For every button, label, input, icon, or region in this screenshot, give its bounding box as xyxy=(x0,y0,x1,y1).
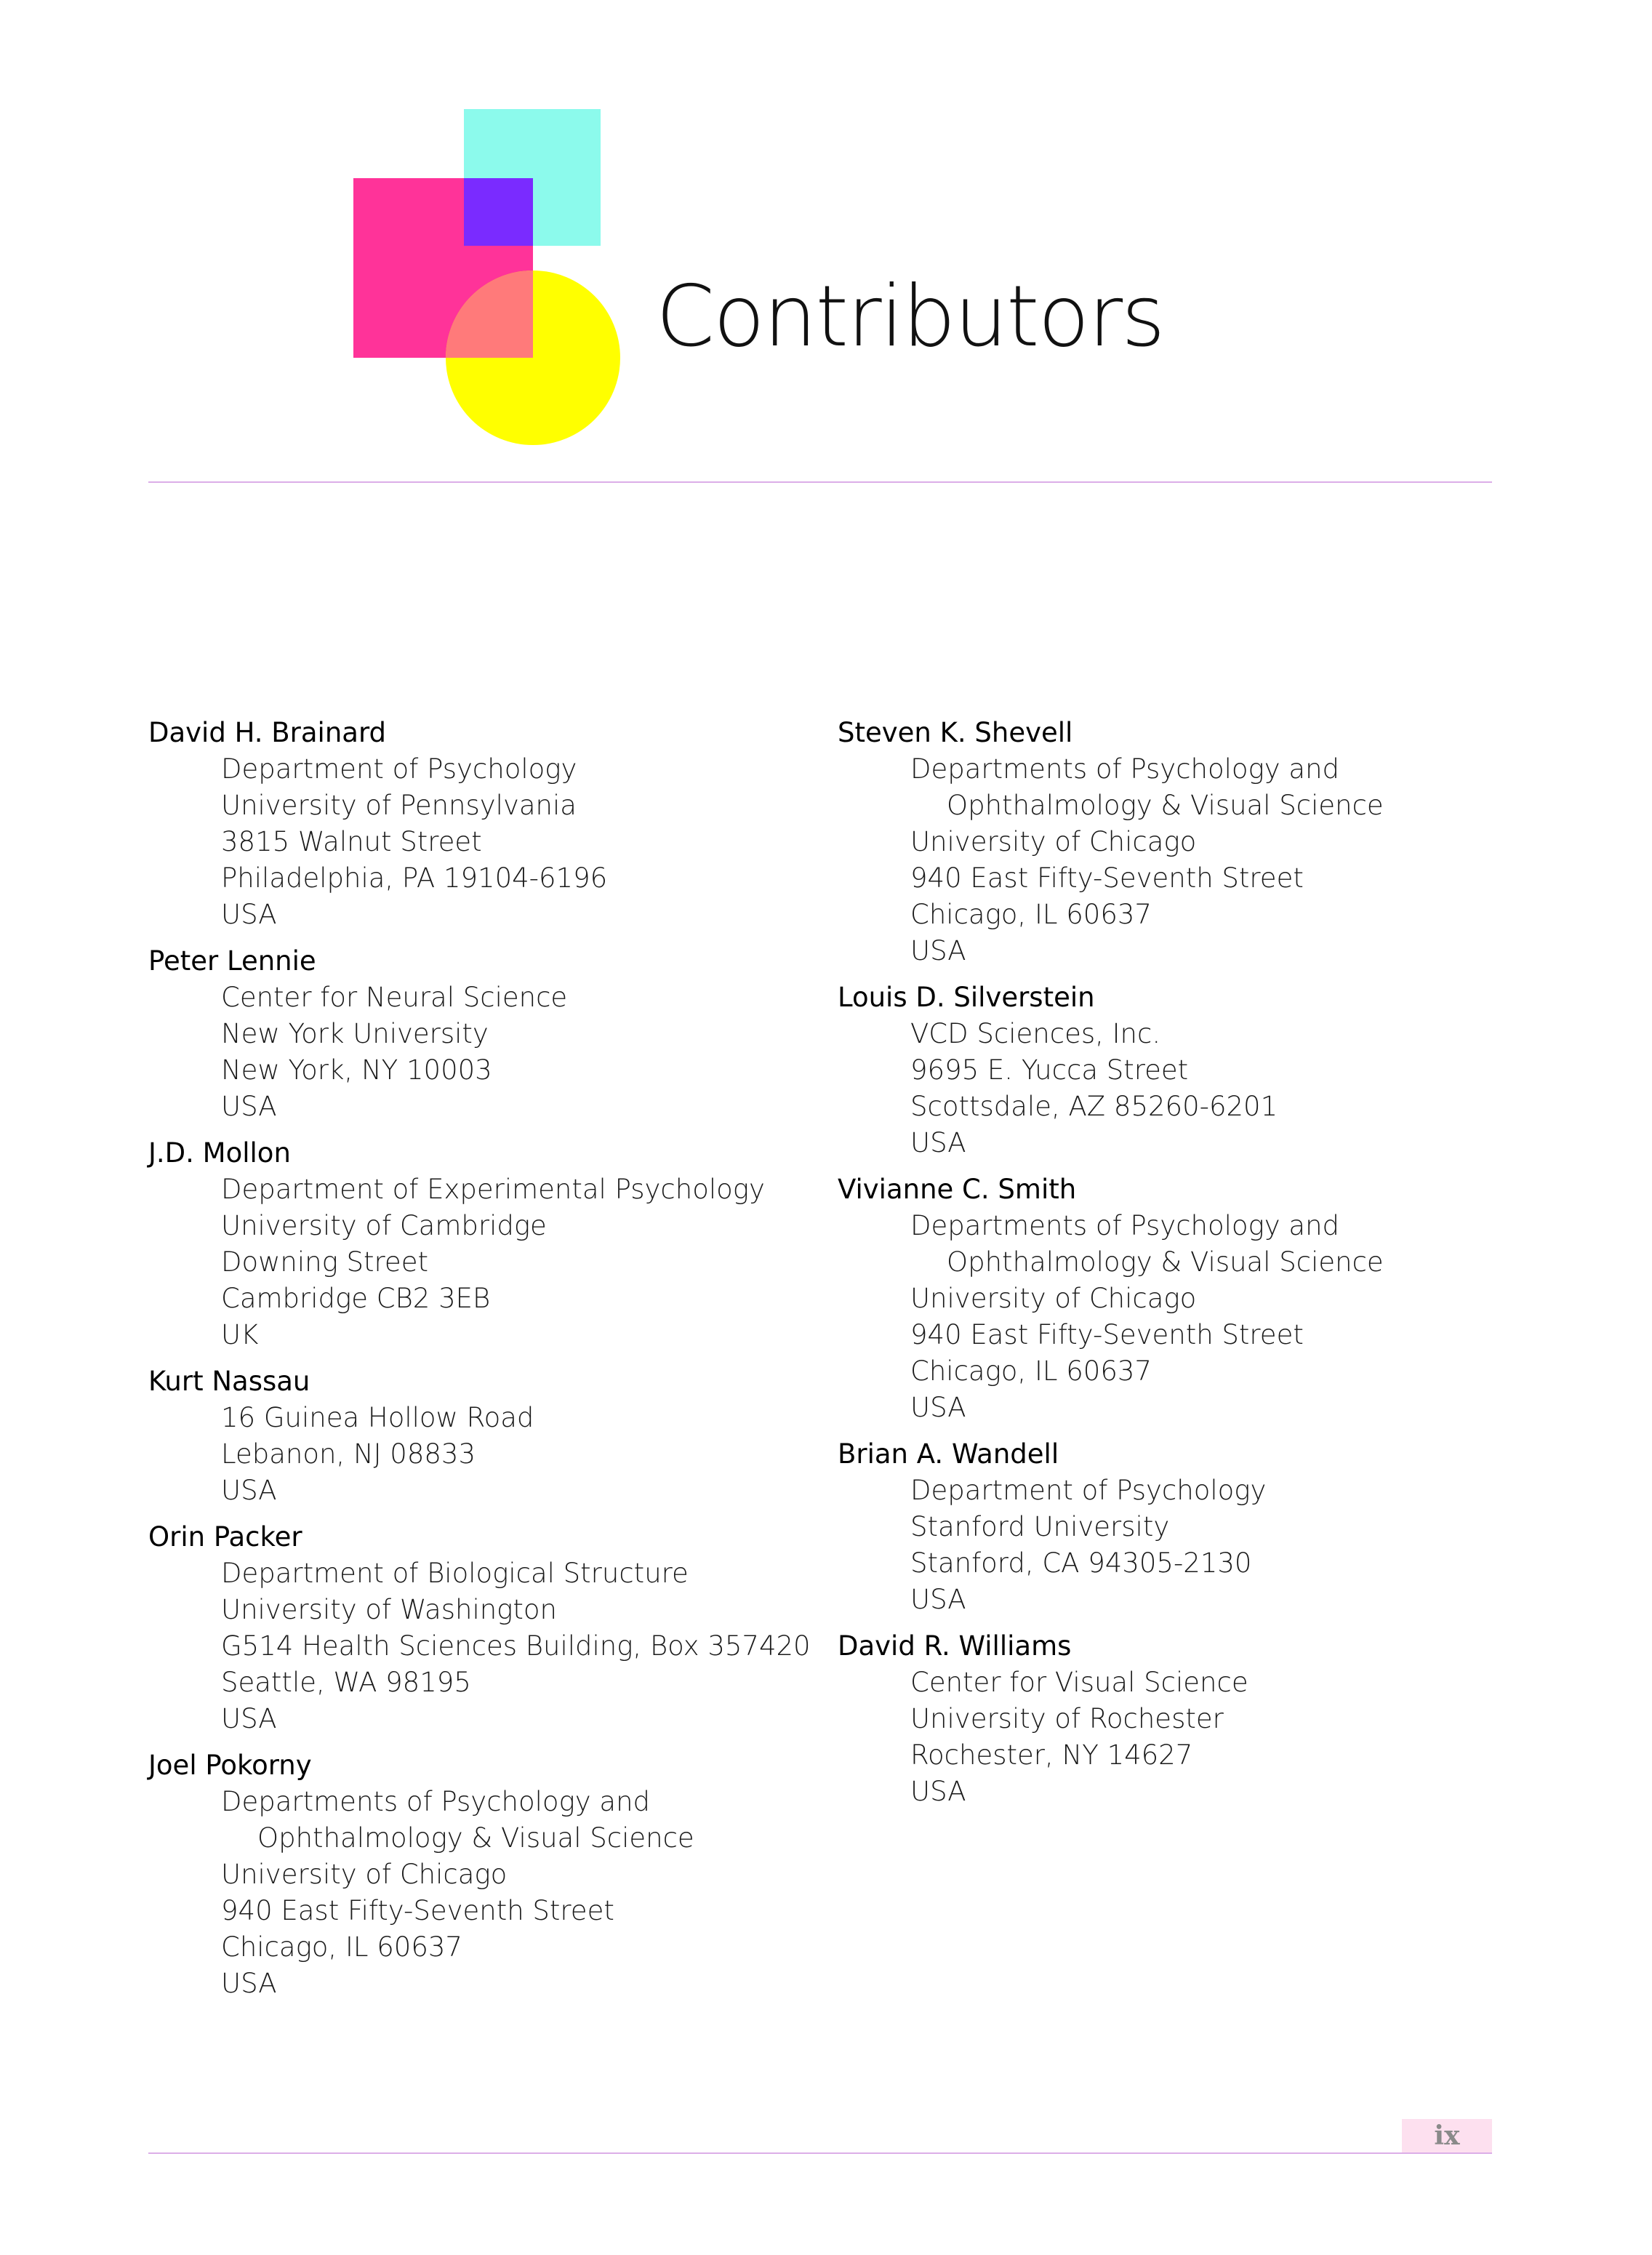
contributor-entry xyxy=(838,1628,1384,1810)
contributor-entry xyxy=(838,980,1384,1161)
contributor-entry xyxy=(838,715,1384,969)
address-line: Stanford, CA 94305-2130 xyxy=(910,1547,1252,1579)
address-line: Chicago, IL 60637 xyxy=(910,1355,1152,1387)
address-line: Ophthalmology & Visual Science xyxy=(257,1822,694,1854)
address-line: 16 Guinea Hollow Road xyxy=(221,1402,534,1433)
contributor-name: Louis D. Silverstein xyxy=(838,982,1095,1013)
address-line: 940 East Fifty-Seventh Street xyxy=(221,1895,614,1926)
address-line: Departments of Psychology and xyxy=(910,753,1340,785)
address-line: Department of Biological Structure xyxy=(221,1558,689,1589)
address-line: USA xyxy=(910,1392,966,1423)
address-line: USA xyxy=(910,1127,966,1158)
address-line: New York University xyxy=(221,1018,489,1049)
contributor-name: Steven K. Shevell xyxy=(838,717,1073,748)
contributor-name: Joel Pokorny xyxy=(148,1750,312,1781)
address-line: 940 East Fifty-Seventh Street xyxy=(910,1319,1304,1350)
address-line: Center for Neural Science xyxy=(221,982,568,1013)
contributor-entry xyxy=(148,715,811,933)
address-line: Departments of Psychology and xyxy=(910,1210,1340,1241)
address-line: 940 East Fifty-Seventh Street xyxy=(910,862,1304,894)
contributor-name: David H. Brainard xyxy=(148,717,387,748)
contributors-right-column xyxy=(838,715,1384,1820)
address-line: UK xyxy=(221,1319,259,1350)
address-line: Scottsdale, AZ 85260-6201 xyxy=(910,1091,1278,1122)
page-number: ix xyxy=(1402,2119,1492,2152)
address-line: Downing Street xyxy=(221,1246,428,1278)
contributor-name: J.D. Mollon xyxy=(148,1137,291,1169)
address-line: USA xyxy=(221,1703,277,1734)
address-line: University of Chicago xyxy=(221,1859,508,1890)
address-line: University of Washington xyxy=(221,1594,557,1625)
contributor-name: Vivianne C. Smith xyxy=(838,1174,1077,1205)
address-line: USA xyxy=(910,1584,966,1615)
address-line: Center for Visual Science xyxy=(910,1667,1248,1698)
chapter-logo xyxy=(353,109,630,451)
address-line: University of Chicago xyxy=(910,1283,1197,1314)
address-line: USA xyxy=(910,935,966,966)
contributors-left-column xyxy=(148,715,811,2012)
address-line: USA xyxy=(221,1968,277,1999)
address-line: University of Rochester xyxy=(910,1703,1224,1734)
contributor-entry xyxy=(838,1171,1384,1426)
contributor-name: Brian A. Wandell xyxy=(838,1438,1059,1470)
address-line: Ophthalmology & Visual Science xyxy=(947,790,1384,821)
contributor-entry xyxy=(148,1363,811,1509)
address-line: Lebanon, NJ 08833 xyxy=(221,1438,476,1470)
address-line: New York, NY 10003 xyxy=(221,1054,492,1086)
logo-violet-overlap xyxy=(464,178,533,246)
contributor-name: David R. Williams xyxy=(838,1630,1072,1662)
address-line: Ophthalmology & Visual Science xyxy=(947,1246,1384,1278)
address-line: Cambridge CB2 3EB xyxy=(221,1283,491,1314)
page-title: Contributors xyxy=(656,268,1164,366)
address-line: Philadelphia, PA 19104-6196 xyxy=(221,862,608,894)
top-rule xyxy=(148,481,1492,483)
address-line: USA xyxy=(221,1091,277,1122)
address-line: Rochester, NY 14627 xyxy=(910,1739,1193,1771)
contributor-entry xyxy=(838,1436,1384,1618)
address-line: 3815 Walnut Street xyxy=(221,826,482,857)
address-line: Department of Psychology xyxy=(221,753,577,785)
contributor-entry xyxy=(148,1519,811,1737)
address-line: VCD Sciences, Inc. xyxy=(910,1018,1161,1049)
contributor-entry xyxy=(148,1747,811,2002)
address-line: Department of Experimental Psychology xyxy=(221,1174,765,1205)
address-line: Department of Psychology xyxy=(910,1475,1267,1506)
address-line: University of Chicago xyxy=(910,826,1197,857)
contributor-entry xyxy=(148,943,811,1125)
bottom-rule xyxy=(148,2152,1492,2154)
address-line: USA xyxy=(221,899,277,930)
address-line: USA xyxy=(910,1776,966,1807)
address-line: USA xyxy=(221,1475,277,1506)
address-line: G514 Health Sciences Building, Box 357420 xyxy=(221,1630,811,1662)
address-line: University of Cambridge xyxy=(221,1210,547,1241)
address-line: University of Pennsylvania xyxy=(221,790,577,821)
address-line: Chicago, IL 60637 xyxy=(221,1931,462,1963)
contributor-name: Peter Lennie xyxy=(148,945,316,977)
contributor-entry xyxy=(148,1135,811,1353)
contributor-name: Orin Packer xyxy=(148,1521,302,1553)
address-line: Chicago, IL 60637 xyxy=(910,899,1152,930)
address-line: 9695 E. Yucca Street xyxy=(910,1054,1189,1086)
contributor-name: Kurt Nassau xyxy=(148,1366,310,1397)
address-line: Departments of Psychology and xyxy=(221,1786,651,1817)
address-line: Seattle, WA 98195 xyxy=(221,1667,471,1698)
address-line: Stanford University xyxy=(910,1511,1170,1542)
